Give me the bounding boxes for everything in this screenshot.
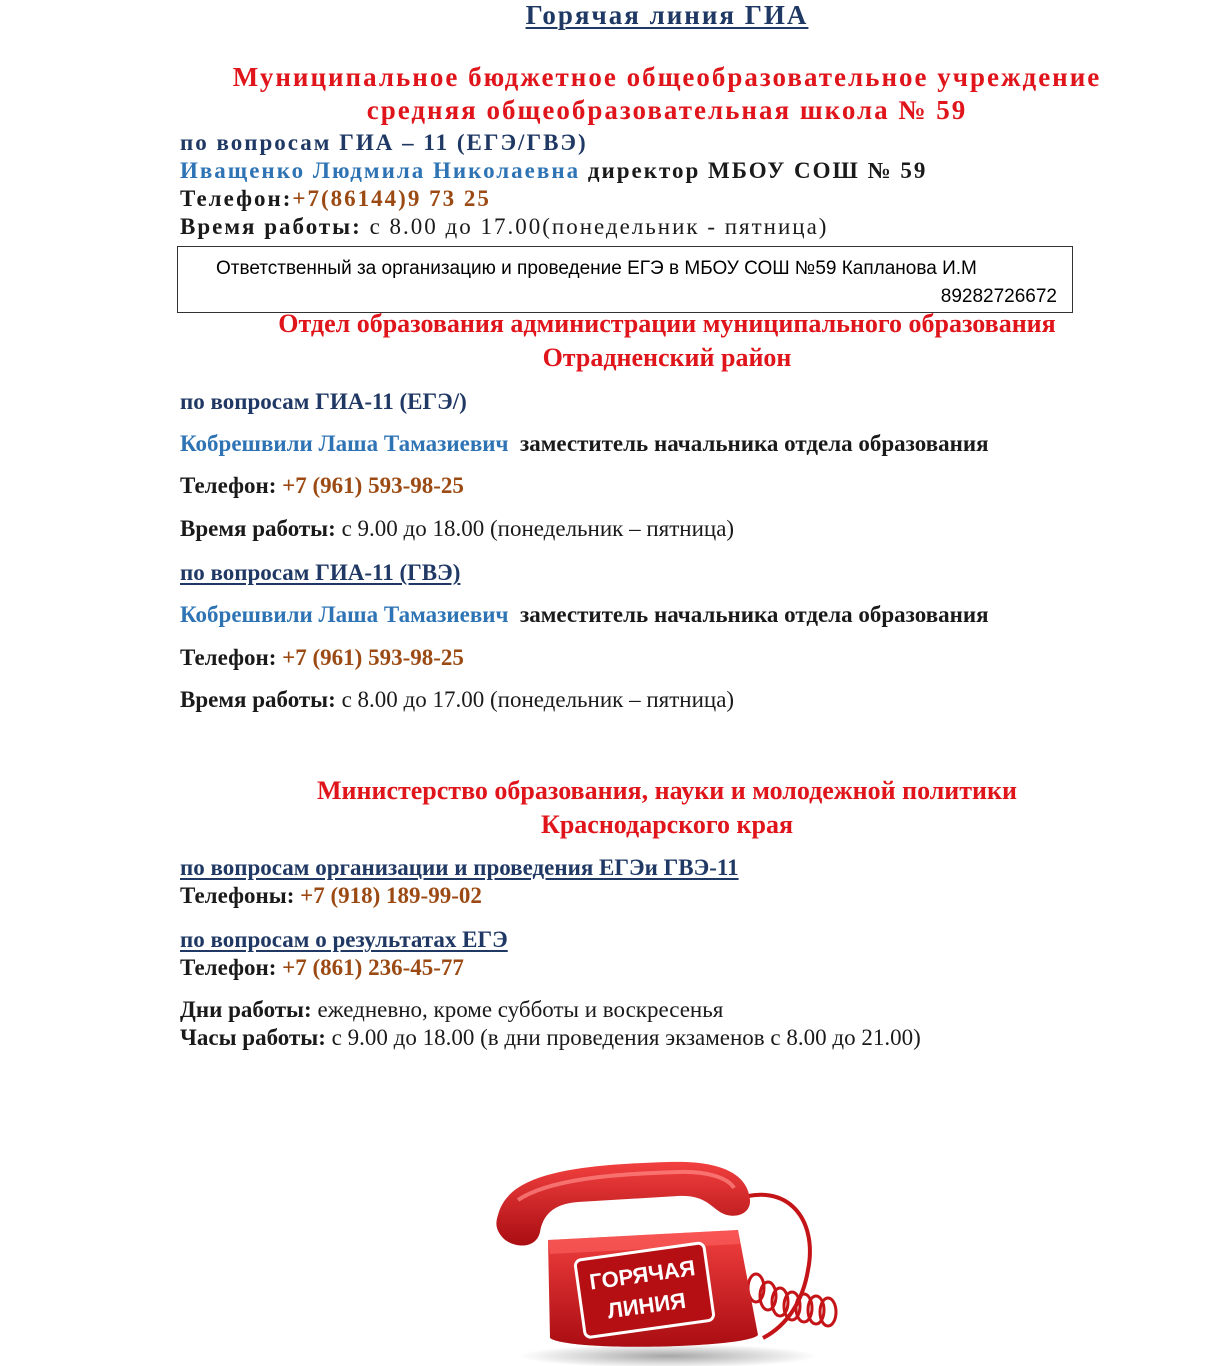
school-name-line2: средняя общеобразовательная школа № 59 bbox=[366, 95, 968, 125]
ministry-topic-organization: по вопросам организации и проведения ЕГЭи ГВЭ-11 bbox=[180, 855, 739, 880]
ministry-days-row bbox=[180, 997, 723, 1023]
district-role-1: заместитель начальника отдела образования bbox=[519, 431, 989, 456]
district-topic-ege: по вопросам ГИА-11 (ЕГЭ/) bbox=[180, 389, 467, 414]
school-hours-label: Время работы: bbox=[180, 214, 362, 239]
ministry-phone-label: Телефон: bbox=[180, 955, 277, 980]
district-person-2: Кобрешвили Лаша Тамазиевич bbox=[180, 602, 509, 627]
school-phone[interactable]: +7(86144)9 73 25 bbox=[292, 186, 491, 211]
district-role-2: заместитель начальника отдела образования bbox=[519, 602, 989, 627]
sign-line2: ЛИНИЯ bbox=[605, 1287, 688, 1324]
district-contact-row-1 bbox=[180, 431, 989, 457]
responsible-line1: Ответственный за организацию и проведение ЕГЭ в МБОУ СОШ №59 Капланова И.М bbox=[216, 258, 977, 279]
responsible-box bbox=[177, 246, 1073, 313]
school-hours: с 8.00 до 17.00(понедельник - пятница) bbox=[361, 214, 829, 239]
page-title: Горячая линия ГИА bbox=[525, 0, 809, 30]
district-contact-row-2 bbox=[180, 602, 989, 628]
ministry-days-label: Дни работы: bbox=[180, 997, 312, 1022]
district-name-line1: Отдел образования администрации муниципального образования bbox=[278, 309, 1056, 338]
sign-line1: ГОРЯЧАЯ bbox=[587, 1255, 697, 1295]
ministry-hours-row bbox=[180, 1025, 921, 1051]
ministry-phone-row bbox=[180, 955, 464, 981]
school-name-line1: Муниципальное бюджетное общеобразовательное учреждение bbox=[232, 62, 1102, 92]
ministry-hours-label: Часы работы: bbox=[180, 1025, 326, 1050]
district-hours-1: с 9.00 до 18.00 (понедельник – пятница) bbox=[335, 516, 735, 541]
school-topic: по вопросам ГИА – 11 (ЕГЭ/ГВЭ) bbox=[180, 130, 588, 155]
district-phone-label-2: Телефон: bbox=[180, 645, 277, 670]
school-hours-row bbox=[180, 214, 828, 240]
school-phone-row bbox=[180, 186, 491, 212]
district-hours-2: с 8.00 до 17.00 (понедельник – пятница) bbox=[335, 687, 735, 712]
ministry-name-line1: Министерство образования, науки и молодежной политики bbox=[316, 776, 1018, 805]
district-hours-label-1: Время работы: bbox=[180, 516, 336, 541]
ministry-phones[interactable]: +7 (918) 189-99-02 bbox=[300, 883, 482, 908]
district-person-1: Кобрешвили Лаша Тамазиевич bbox=[180, 431, 509, 456]
ministry-phones-row bbox=[180, 883, 482, 909]
ministry-name-line2: Краснодарского края bbox=[540, 810, 794, 839]
ministry-hours: с 9.00 до 18.00 (в дни проведения экзаменов с 8.00 до 21.00) bbox=[325, 1025, 921, 1050]
school-contact-row bbox=[180, 158, 927, 184]
school-phone-label: Телефон: bbox=[180, 186, 293, 211]
responsible-phone[interactable]: 89282726672 bbox=[940, 286, 1057, 307]
district-name-line2: Отрадненский район bbox=[542, 343, 792, 372]
district-phone-label-1: Телефон: bbox=[180, 473, 277, 498]
district-phone-row-2 bbox=[180, 645, 464, 671]
ministry-topic-results: по вопросам о результатах ЕГЭ bbox=[180, 927, 508, 952]
district-phone-row-1 bbox=[180, 473, 464, 499]
ministry-phone[interactable]: +7 (861) 236-45-77 bbox=[282, 955, 464, 980]
district-hours-row-1 bbox=[180, 516, 734, 542]
school-person: Иващенко Людмила Николаевна bbox=[180, 158, 581, 183]
district-hours-label-2: Время работы: bbox=[180, 687, 336, 712]
district-phone-2[interactable]: +7 (961) 593-98-25 bbox=[282, 645, 464, 670]
ministry-phones-label: Телефоны: bbox=[180, 883, 295, 908]
ministry-days: ежедневно, кроме субботы и воскресенья bbox=[311, 997, 724, 1022]
district-topic-gve: по вопросам ГИА-11 (ГВЭ) bbox=[180, 560, 461, 585]
hotline-phone-icon bbox=[488, 1160, 858, 1366]
district-hours-row-2 bbox=[180, 687, 734, 713]
district-phone-1[interactable]: +7 (961) 593-98-25 bbox=[282, 473, 464, 498]
school-role: директор МБОУ СОШ № 59 bbox=[587, 158, 928, 183]
